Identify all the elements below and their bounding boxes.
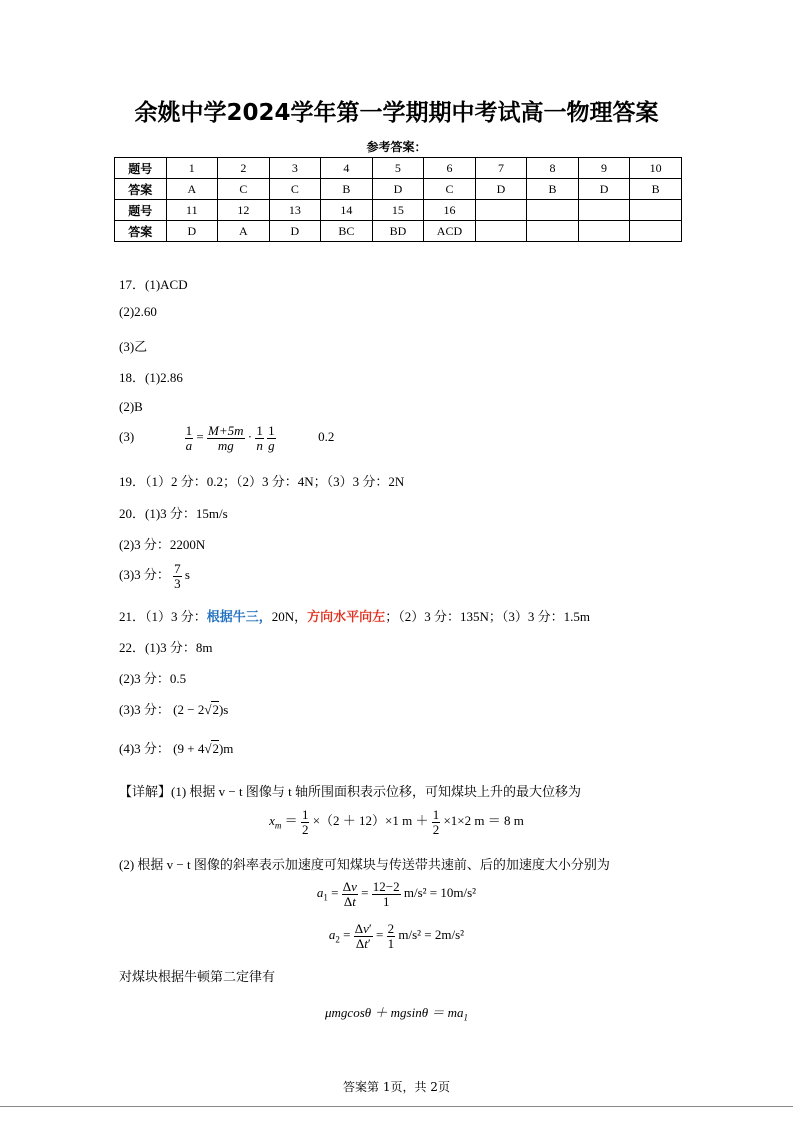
- table-cell: D: [578, 179, 630, 200]
- equation-a2: $a_2$ = $\frac{\Delta v'}{\Delta t'}$ = $\frac{2}{1}$ m/s² = 2m/s²: [328, 921, 465, 951]
- table-row: [115, 158, 682, 179]
- table-cell: [475, 221, 527, 242]
- text-segment: 20N，: [271, 609, 308, 624]
- table-cell: B: [527, 179, 579, 200]
- equation-part: ×1×2 m ＝ 8 m: [443, 813, 524, 829]
- item-prefix: (3): [119, 429, 135, 445]
- table-cell: 14: [321, 200, 373, 221]
- answer-table: [114, 157, 682, 242]
- table-cell: B: [630, 179, 682, 200]
- answer-18-1: 18．(1)2.86: [119, 370, 183, 385]
- table-cell: [475, 200, 527, 221]
- answer-22-1: 22．(1)3 分：8m: [119, 640, 213, 655]
- table-cell: D: [372, 179, 424, 200]
- formula-sqrt: (2 − 2√2)s: [173, 702, 229, 717]
- formula-fraction: $\frac{1}{g}$: [268, 423, 275, 453]
- table-cell: C: [218, 179, 270, 200]
- equation-xm: $x_m$ ＝ $\frac{1}{2}$ ×（2 ＋ 12）×1 m ＋ $\frac{1}{2}$ ×1×2 m ＝ 8 m: [269, 807, 524, 837]
- equation-part: μmgcosθ ＋ mgsinθ ＝ ma: [325, 1005, 464, 1020]
- answer-22-4: [119, 738, 233, 757]
- table-cell: 6: [424, 158, 476, 179]
- table-cell: D: [166, 221, 218, 242]
- text-segment: ；（2）3 分：135N；（3）3 分：1.5m: [385, 609, 590, 624]
- table-row: [115, 200, 682, 221]
- table-cell: [578, 200, 630, 221]
- answer-20-2: (2)3 分：2200N: [119, 537, 206, 552]
- table-cell: [527, 200, 579, 221]
- table-cell: [630, 221, 682, 242]
- table-cell: 12: [218, 200, 270, 221]
- equation-part: m/s² = 2m/s²: [398, 927, 465, 943]
- table-cell: C: [424, 179, 476, 200]
- table-cell: BC: [321, 221, 373, 242]
- table-row: [115, 179, 682, 200]
- table-cell: ACD: [424, 221, 476, 242]
- table-cell: 5: [372, 158, 424, 179]
- table-row: [115, 221, 682, 242]
- table-cell: 4: [321, 158, 373, 179]
- formula-fraction: $\frac{1}{n}$: [256, 423, 263, 453]
- equation-part: m/s² = 10m/s²: [403, 885, 477, 901]
- table-cell: D: [269, 221, 321, 242]
- row-label: 答案: [115, 179, 167, 200]
- table-cell: 16: [424, 200, 476, 221]
- text-segment: 21．（1）3 分：: [119, 609, 207, 624]
- unit: s: [184, 567, 190, 583]
- answer-22-2: (2)3 分：0.5: [119, 671, 187, 686]
- formula-sqrt: (9 + 4√2)m: [173, 741, 234, 756]
- detail-paragraph-2: (2) 根据 v − t 图像的斜率表示加速度可知煤块与传送带共速前、后的加速度大小分别为: [119, 857, 610, 872]
- formula-fraction: $\frac{1}{a}$: [185, 423, 193, 453]
- table-cell: [578, 221, 630, 242]
- table-cell: BD: [372, 221, 424, 242]
- table-cell: A: [166, 179, 218, 200]
- detail-paragraph-1: 【详解】(1) 根据 v − t 图像与 t 轴所围面积表示位移，可知煤块上升的最大位移为: [119, 784, 581, 799]
- answer-22-3: [119, 699, 228, 718]
- page-footer: 答案第 1页，共 2页: [343, 1080, 450, 1094]
- table-cell: 3: [269, 158, 321, 179]
- answer-value: 0.2: [318, 429, 335, 445]
- item-prefix: (4)3 分：: [119, 741, 170, 756]
- table-cell: B: [321, 179, 373, 200]
- answer-18-2: (2)B: [119, 399, 143, 414]
- detail-paragraph-3: 对煤块根据牛顿第二定律有: [119, 969, 276, 984]
- table-cell: 10: [630, 158, 682, 179]
- answer-20-1: 20．(1)3 分：15m/s: [119, 506, 228, 521]
- highlight-blue: 根据牛三，: [206, 610, 272, 625]
- answer-18-3: (3) $\frac{1}{a}$ = $\frac{M+5m}{mg}$ · $\frac{1}{n}$ $\frac{1}{g}$ 0.2: [119, 423, 335, 453]
- subtitle: 参考答案：: [366, 140, 427, 154]
- highlight-red: 方向水平向左: [307, 610, 386, 625]
- table-cell: 13: [269, 200, 321, 221]
- equation-a1: $a_1$ = $\frac{\Delta v}{\Delta t}$ = $\frac{12-2}{1}$ m/s² = 10m/s²: [316, 879, 477, 909]
- table-cell: 1: [166, 158, 218, 179]
- formula-fraction: $\frac{M+5m}{mg}$: [208, 423, 244, 453]
- page-title: 余姚中学2024学年第一学期期中考试高一物理答案: [134, 100, 659, 126]
- table-cell: [630, 200, 682, 221]
- table-cell: 8: [527, 158, 579, 179]
- table-cell: 7: [475, 158, 527, 179]
- table-cell: 9: [578, 158, 630, 179]
- item-prefix: (3)3 分：: [119, 567, 170, 583]
- row-label: 题号: [115, 158, 167, 179]
- table-cell: C: [269, 179, 321, 200]
- table-cell: 15: [372, 200, 424, 221]
- answer-19: 19．（1）2 分：0.2；（2）3 分：4N；（3）3 分：2N: [119, 474, 405, 489]
- table-cell: [527, 221, 579, 242]
- table-cell: 11: [166, 200, 218, 221]
- row-label: 题号: [115, 200, 167, 221]
- table-cell: D: [475, 179, 527, 200]
- answer-17-1: 17．(1)ACD: [119, 277, 188, 292]
- answer-20-3: [119, 562, 190, 590]
- table-cell: A: [218, 221, 270, 242]
- item-prefix: (3)3 分：: [119, 702, 170, 717]
- bottom-divider: [0, 1106, 793, 1107]
- answer-17-3: (3)乙: [119, 339, 148, 354]
- table-cell: 2: [218, 158, 270, 179]
- row-label: 答案: [115, 221, 167, 242]
- equation-part: ×（2 ＋ 12）×1 m ＋: [312, 813, 429, 829]
- answer-fraction: $\frac{7}{3}$: [174, 561, 181, 591]
- equation-newton: $\mu mgcos\theta + mgsin\theta = ma_1$: [325, 1005, 468, 1023]
- answer-17-2: (2)2.60: [119, 304, 157, 319]
- answer-21: [119, 606, 590, 625]
